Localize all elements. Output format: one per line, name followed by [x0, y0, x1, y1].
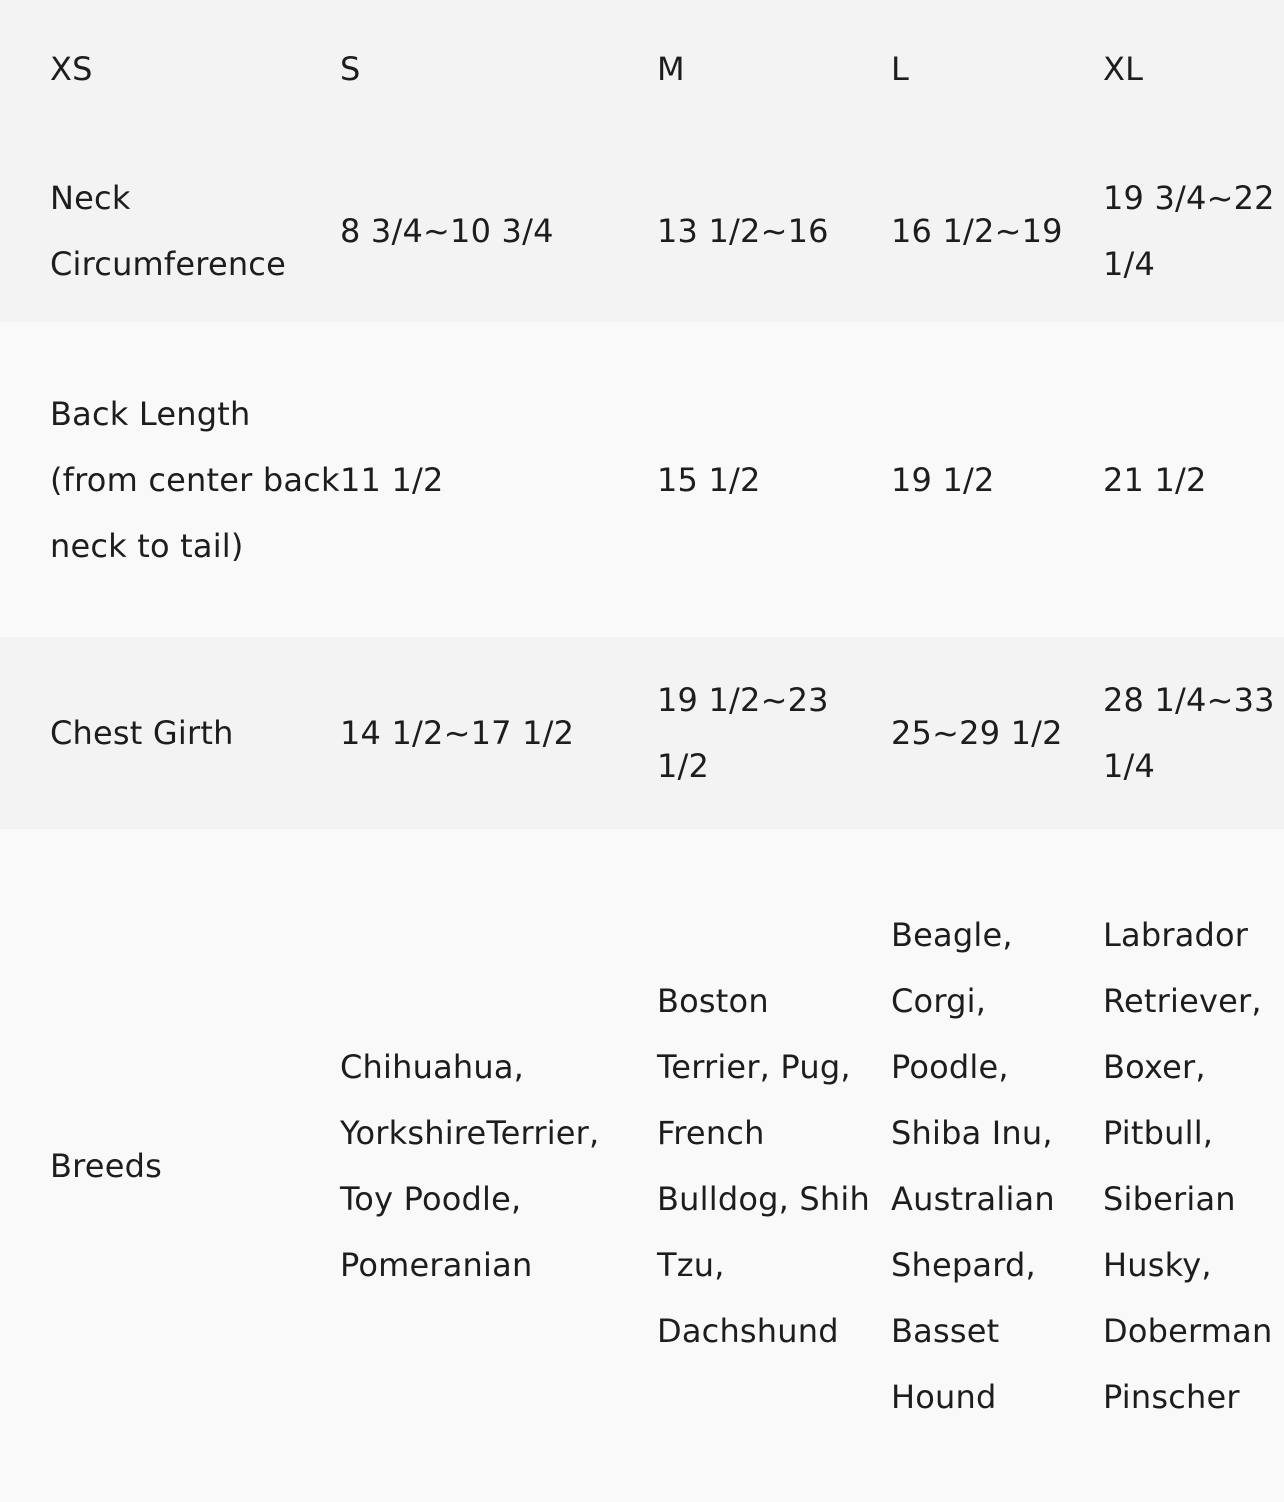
- table-row-breeds: [0, 829, 1284, 1502]
- table-cell: 15 1/2: [657, 460, 761, 499]
- table-cell: Beagle, Corgi, Poodle, Shiba Inu, Australian Shepard, Basset Hound: [891, 915, 1055, 1416]
- table-cell: 16 1/2~19: [891, 212, 1063, 250]
- table-cell: 14 1/2~17 1/2: [340, 714, 575, 752]
- header-cell-l: L: [891, 50, 910, 88]
- header-cell-s: S: [340, 50, 361, 88]
- row-label-breeds: Breeds: [50, 1146, 162, 1185]
- table-cell: 13 1/2~16: [657, 212, 829, 250]
- table-cell: 25~29 1/2: [891, 714, 1063, 752]
- row-label-back-length: Back Length (from center back neck to tail): [50, 394, 340, 565]
- table-cell: 11 1/2: [340, 460, 444, 499]
- header-cell-xl: XL: [1103, 50, 1144, 88]
- header-cell-xs: XS: [50, 50, 93, 88]
- header-cell-m: M: [657, 50, 685, 88]
- table-cell: 28 1/4~33 1/4: [1103, 681, 1275, 785]
- table-cell: 19 1/2: [891, 460, 995, 499]
- table-cell: 19 3/4~22 1/4: [1103, 179, 1275, 283]
- table-cell: 8 3/4~10 3/4: [340, 212, 554, 250]
- table-row-back-length: [0, 322, 1284, 637]
- table-cell: Boston Terrier, Pug, French Bulldog, Shih Tzu, Dachshund: [657, 981, 870, 1350]
- table-header-row: [0, 0, 1284, 140]
- table-cell: 21 1/2: [1103, 460, 1207, 499]
- row-label-neck-circumference: Neck Circumference: [50, 179, 286, 283]
- table-row-neck-circumference: [0, 140, 1284, 322]
- table-cell: Labrador Retriever, Boxer, Pitbull, Siberian Husky, Doberman Pinscher: [1103, 915, 1273, 1416]
- row-label-chest-girth: Chest Girth: [50, 714, 234, 752]
- table-cell: 19 1/2~23 1/2: [657, 681, 829, 785]
- table-row-chest-girth: [0, 637, 1284, 829]
- table-cell: Chihuahua, YorkshireTerrier, Toy Poodle, Pomeranian: [340, 1047, 600, 1284]
